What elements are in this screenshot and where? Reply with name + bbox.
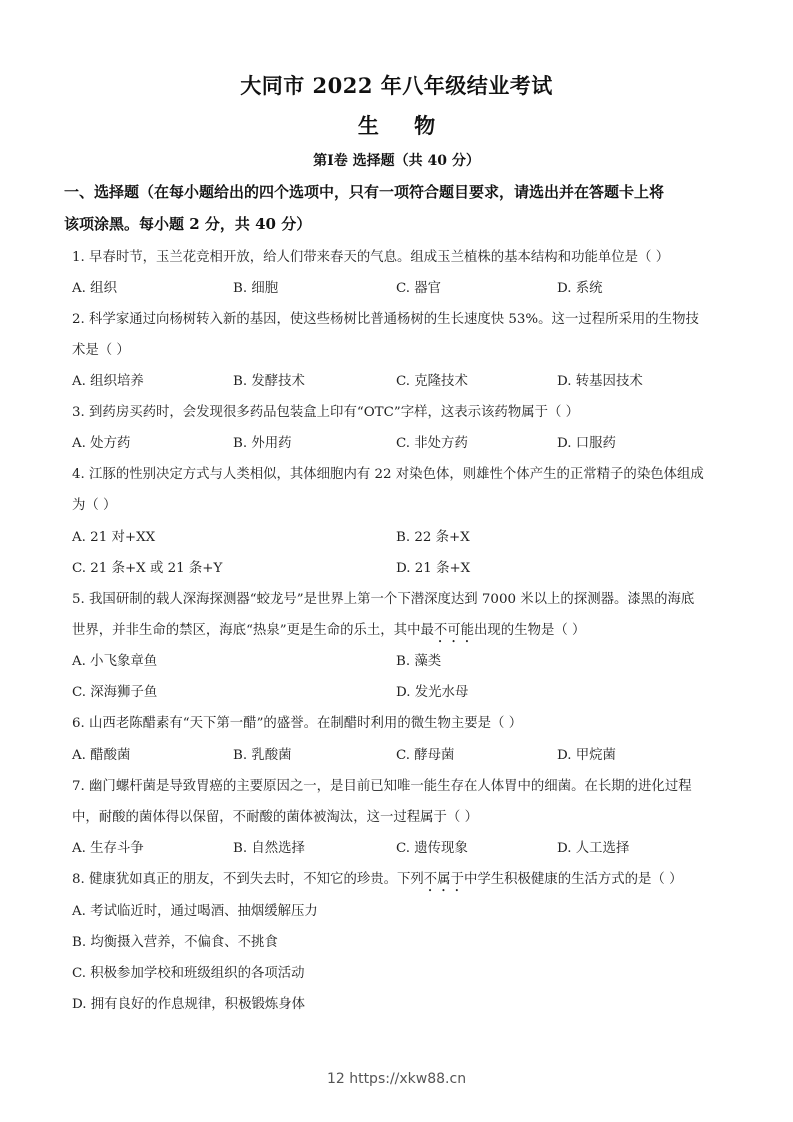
question-6-option-b: B. 乳酸菌 (233, 748, 292, 763)
question-1-option-b: B. 细胞 (233, 281, 279, 296)
question-7-option-a: A. 生存斗争 (72, 841, 144, 856)
question-8-option-a: A. 考试临近时，通过喝酒、抽烟缓解压力 (72, 904, 318, 919)
question-2-option-a: A. 组织培养 (72, 374, 144, 389)
section-instructions-line1: 一、选择题（在每小题给出的四个选项中，只有一项符合题目要求，请选出并在答题卡上将 (64, 183, 665, 201)
page-footer: 12 https://xkw88.cn (326, 1071, 467, 1087)
question-8-option-d: D. 拥有良好的作息规律，积极锻炼身体 (72, 997, 306, 1012)
question-3-stem: 3. 到药房买药时，会发现很多药品包装盒上印有“OTC”字样，这表示该药物属于（ ） (72, 405, 580, 420)
question-4-option-d: D. 21 条+X (396, 561, 471, 576)
question-8-stem-tail: 中学生积极健康的生活方式的是（ ） (463, 872, 683, 887)
question-8-stem-text: 8. 健康犹如真正的朋友，不到失去时，不知它的珍贵。下列 (72, 872, 424, 887)
question-3-option-b: B. 外用药 (233, 436, 292, 451)
question-8-option-b: B. 均衡摄入营养，不偏食、不挑食 (72, 935, 278, 950)
question-2-option-b: B. 发酵技术 (233, 374, 305, 389)
question-1-option-d: D. 系统 (557, 281, 603, 296)
question-5-option-d: D. 发光水母 (396, 685, 469, 700)
question-2-option-d: D. 转基因技术 (557, 374, 643, 389)
question-3-option-a: A. 处方药 (72, 436, 131, 451)
question-7-stem-line1: 7. 幽门螺杆菌是导致胃癌的主要原因之一，是目前已知唯一能生存在人体胃中的细菌。在长期的进化过程 (72, 779, 692, 794)
question-7-option-c: C. 遗传现象 (396, 841, 468, 856)
question-7-stem-line2: 中，耐酸的菌体得以保留，不耐酸的菌体被淘汰，这一过程属于（ ） (72, 810, 478, 825)
question-2-stem-line2: 术是（ ） (72, 343, 130, 358)
question-6-option-a: A. 醋酸菌 (72, 748, 131, 763)
question-5-option-b: B. 藻类 (396, 654, 442, 669)
question-4-option-b: B. 22 条+X (396, 530, 470, 545)
question-7-option-b: B. 自然选择 (233, 841, 305, 856)
question-4-stem-line2: 为（ ） (72, 498, 117, 513)
question-5-stem-line1: 5. 我国研制的载人深海探测器“蛟龙号”是世界上第一个下潜深度达到 7000 米以上的探测器。漆黑的海底 (72, 592, 695, 607)
question-6-option-c: C. 酵母菌 (396, 748, 455, 763)
part-title: 第Ⅰ卷 选择题（共 40 分） (313, 153, 480, 169)
question-4-option-c: C. 21 条+X 或 21 条+Y (72, 561, 223, 576)
exam-title: 大同市 2022 年八年级结业考试 (240, 73, 553, 98)
question-8-option-c: C. 积极参加学校和班级组织的各项活动 (72, 966, 305, 981)
question-5-stem-tail: 出现的生物是（ ） (474, 623, 586, 638)
question-5-option-c: C. 深海狮子鱼 (72, 685, 158, 700)
question-2-option-c: C. 克隆技术 (396, 374, 468, 389)
question-3-option-c: C. 非处方药 (396, 436, 468, 451)
question-7-option-d: D. 人工选择 (557, 841, 630, 856)
question-4-stem-line1: 4. 江豚的性别决定方式与人类相似，其体细胞内有 22 对染色体，则雄性个体产生的正常精子的染色体组成 (72, 467, 704, 482)
question-8-stem (72, 868, 682, 895)
question-5-stem-text: 世界，并非生命的禁区，海底“热泉”更是生命的乐土，其中最 (72, 623, 434, 638)
subject-title: 生 物 (357, 113, 450, 138)
question-5-emphasis: 不可能 (433, 623, 475, 638)
question-6-stem: 6. 山西老陈醋素有“天下第一醋”的盛誉。在制醋时利用的微生物主要是（ ） (72, 716, 523, 731)
question-6-option-d: D. 甲烷菌 (557, 748, 616, 763)
question-1-option-a: A. 组织 (72, 281, 117, 296)
question-2-stem-line1: 2. 科学家通过向杨树转入新的基因，使这些杨树比普通杨树的生长速度快 53%。这一过程所采用的生物技 (72, 312, 699, 327)
question-5-stem-line2 (72, 619, 585, 646)
question-3-option-d: D. 口服药 (557, 436, 616, 451)
question-1-stem: 1. 早春时节，玉兰花竞相开放，给人们带来春天的气息。组成玉兰植株的基本结构和功能单位是（ ） (72, 250, 670, 265)
question-4-option-a: A. 21 对+XX (72, 530, 156, 545)
section-instructions-line2: 该项涂黑。每小题 2 分，共 40 分） (64, 215, 312, 233)
question-5-option-a: A. 小飞象章鱼 (72, 654, 158, 669)
question-8-emphasis: 不属于 (423, 872, 464, 887)
question-1-option-c: C. 器官 (396, 281, 442, 296)
